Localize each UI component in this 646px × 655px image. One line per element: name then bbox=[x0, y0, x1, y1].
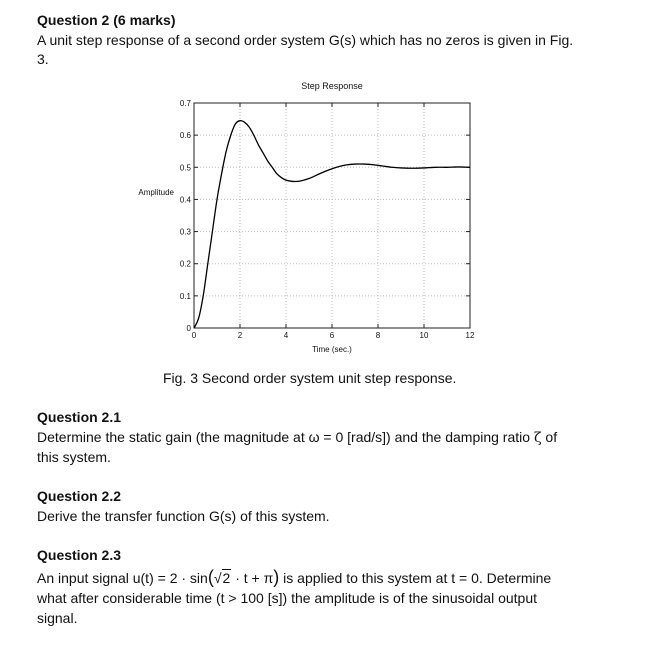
question-2-3-text-line2: what after considerable time (t > 100 [s]) the amplitude is of the sinusoidal output bbox=[37, 590, 538, 606]
question-2-title: Question 2 (6 marks) bbox=[37, 12, 176, 28]
question-2-3-text-line1 bbox=[37, 567, 551, 588]
x-tick-label: 2 bbox=[237, 331, 243, 340]
formula-mid: · t + π bbox=[235, 570, 274, 586]
question-2-2-text: Derive the transfer function G(s) of this system. bbox=[37, 508, 330, 524]
question-2-1-text-line1 bbox=[37, 429, 557, 446]
y-tick-label: 0.6 bbox=[179, 131, 191, 141]
formula-lhs: u(t) = 2 · sin bbox=[132, 570, 208, 586]
x-tick-label: 0 bbox=[191, 331, 197, 340]
y-tick-label: 0.2 bbox=[179, 259, 191, 269]
question-2-2-title: Question 2.2 bbox=[37, 488, 122, 504]
formula-paren-open: ( bbox=[207, 567, 214, 587]
y-axis-label: Amplitude bbox=[138, 188, 174, 197]
figure-caption: Fig. 3 Second order system unit step response. bbox=[163, 370, 457, 386]
question-2-text-line1: A unit step response of a second order system G(s) which has no zeros is given in Fig. bbox=[37, 32, 574, 48]
question-2-3-text-post: is applied to this system at t = 0. Determine bbox=[283, 570, 552, 586]
y-tick-label: 0.3 bbox=[179, 227, 191, 237]
input-signal-formula bbox=[132, 567, 280, 587]
y-tick-label: 0.4 bbox=[179, 195, 191, 205]
sqrt-argument: 2 bbox=[222, 570, 231, 586]
x-tick-label: 10 bbox=[419, 331, 429, 340]
question-2-text-line2: 3. bbox=[37, 51, 49, 67]
x-tick-label: 4 bbox=[283, 331, 289, 340]
question-2-3-text-line3: signal. bbox=[37, 610, 78, 626]
x-axis-label: Time (sec.) bbox=[312, 345, 352, 354]
x-tick-label: 8 bbox=[375, 331, 381, 340]
formula-paren-close: ) bbox=[273, 567, 280, 587]
x-tick-label: 6 bbox=[329, 331, 335, 340]
question-2-3-title: Question 2.3 bbox=[37, 547, 122, 563]
x-tick-label: 12 bbox=[465, 331, 475, 340]
question-2-1-title: Question 2.1 bbox=[37, 409, 122, 425]
question-2-1-text-post: of bbox=[545, 429, 558, 445]
y-tick-label: 0.1 bbox=[179, 291, 191, 301]
question-2-1-text-line2: this system. bbox=[37, 449, 111, 465]
question-2-1-text-pre: Determine the static gain (the magnitude at ω = 0 [rad/s]) and the damping ratio bbox=[37, 429, 531, 445]
y-tick-label: 0.5 bbox=[179, 163, 191, 173]
chart-title: Step Response bbox=[301, 81, 363, 91]
zeta-symbol: ζ bbox=[533, 430, 542, 446]
question-2-3-text-pre: An input signal bbox=[37, 570, 129, 586]
y-tick-label: 0.7 bbox=[179, 99, 191, 108]
y-tick-label: 0 bbox=[186, 324, 191, 333]
sqrt-symbol: √ bbox=[213, 570, 222, 586]
